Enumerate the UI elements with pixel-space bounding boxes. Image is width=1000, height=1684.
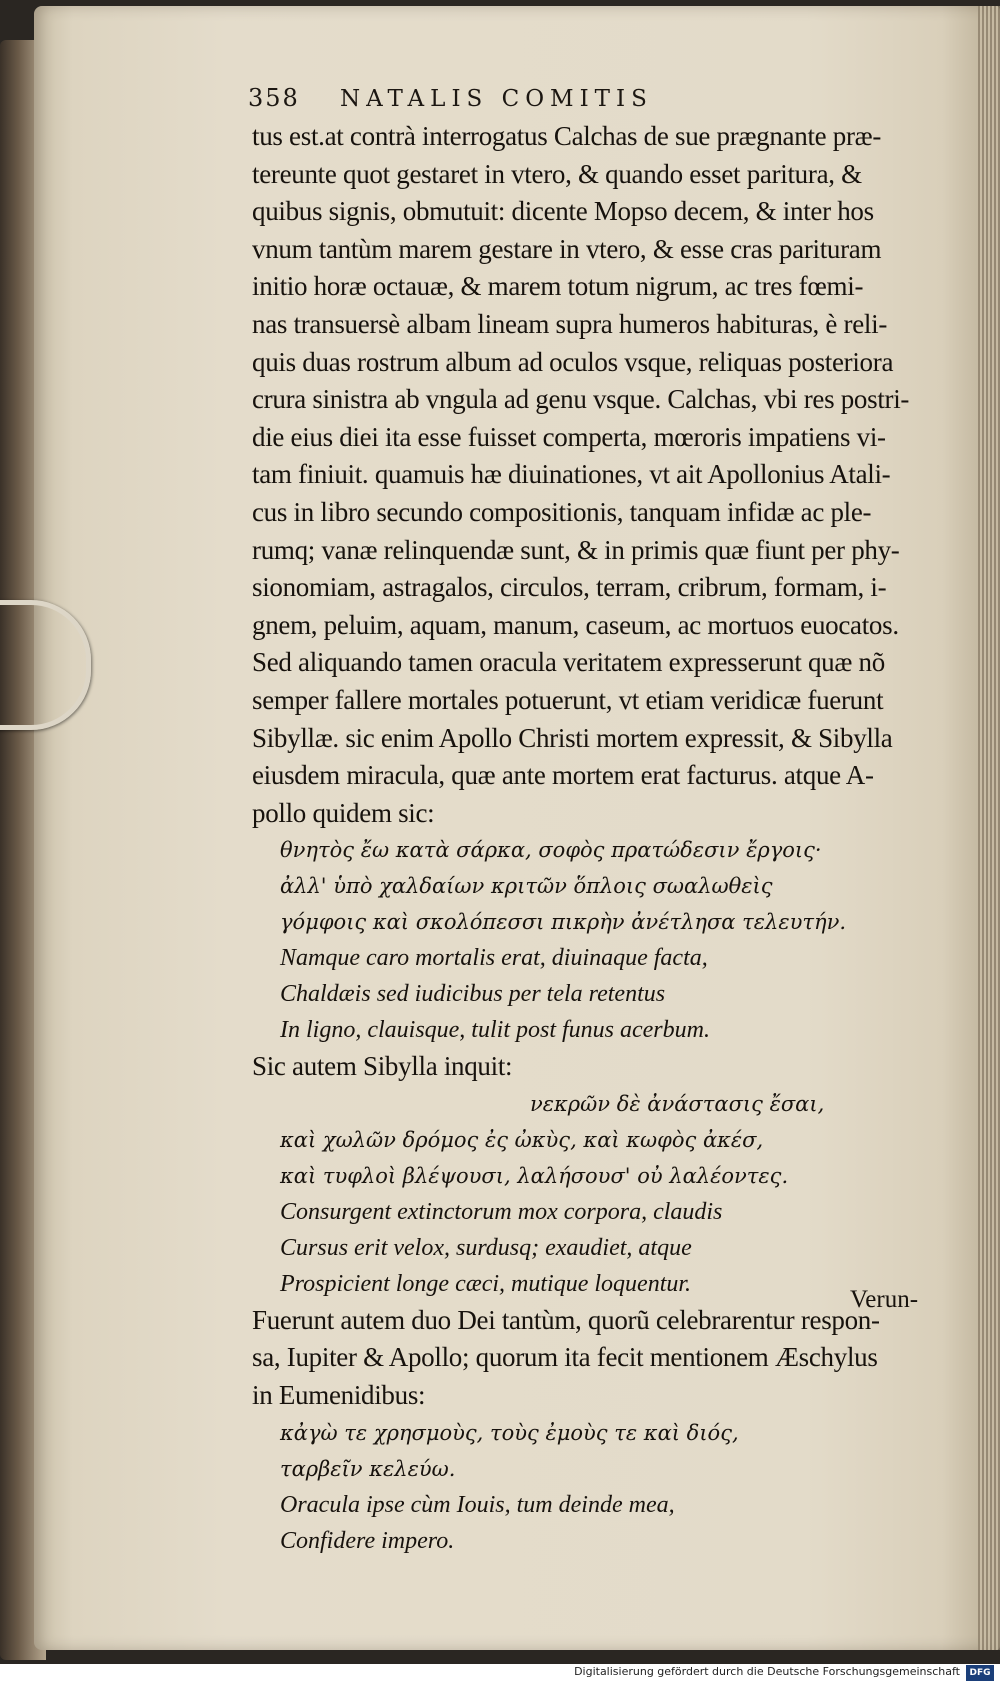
text-line: tereunte quot gestaret in vtero, & quando esset paritura, &: [252, 158, 862, 189]
latin-verse: Namque caro mortalis erat, diuinaque facta,: [280, 945, 708, 972]
latin-verse: Confidere impero.: [280, 1527, 455, 1554]
latin-verse: Consurgent extinctorum mox corpora, claudis: [280, 1198, 723, 1225]
text-line: initio horæ octauæ, & marem totum nigrum, ac tres fœmi-: [252, 271, 864, 302]
latin-verse: In ligno, clauisque, tulit post funus acerbum.: [280, 1017, 710, 1044]
page-edges: [978, 6, 1000, 1650]
latin-verse: Prospicient longe cæci, mutique loquentur.: [280, 1270, 692, 1297]
text-line: tus est.at contrà interrogatus Calchas de sue prægnante præ-: [252, 121, 882, 151]
latin-verse: Cursus erit velox, surdusq; exaudiet, atque: [280, 1234, 692, 1261]
sibylla-intro: Sic autem Sibylla inquit:: [252, 1051, 513, 1082]
greek-verse: κἀγὼ τε χρησμοὺς, τοὺς ἐμοὺς τε καὶ διός,: [280, 1420, 739, 1445]
running-title: NATALIS COMITIS: [340, 86, 653, 112]
text-line: gnem, peluim, aquam, manum, caseum, ac mortuos euocatos.: [252, 609, 899, 640]
greek-verse: νεκρῶν δὲ ἀνάστασις ἔσαι,: [530, 1091, 825, 1116]
text-line: rumq; vanæ relinquendæ sunt, & in primis quæ fiunt per phy-: [252, 534, 900, 565]
greek-verse: θνητὸς ἔω κατὰ σάρκα, σοφὸς πρατώδεσιν ἔργοις·: [280, 838, 822, 863]
greek-verse: ἀλλ' ὑπὸ χαλδαίων κριτῶν ὅπλοις σωαλωθεὶς: [280, 874, 773, 899]
greek-verse: καὶ τυφλοὶ βλέψουσι, λαλήσουσ' οὐ λαλέοντες.: [280, 1163, 789, 1188]
text-line: quibus signis, obmutuit: dicente Mopso decem, & inter hos: [252, 196, 874, 227]
text-line: eiusdem miracula, quæ ante mortem erat facturus. atque A-: [252, 760, 874, 791]
greek-verse: γόμφοις καὶ σκολόπεσσι πικρὴν ἀνέτλησα τελευτήν.: [280, 910, 847, 935]
text-line: in Eumenidibus:: [252, 1380, 426, 1411]
text-line: sa, Iupiter & Apollo; quorum ita fecit mentionem Æschylus: [252, 1342, 878, 1373]
text-line: cus in libro secundo compositionis, tanquam infidæ ac ple-: [252, 496, 872, 527]
text-line: pollo quidem sic:: [252, 797, 435, 828]
text-line: sionomiam, astragalos, circulos, terram, cribrum, formam, i-: [252, 572, 887, 603]
text-line: nas transuersè albam lineam supra humeros habituras, è reli-: [252, 308, 888, 339]
greek-verse: καὶ χωλῶν δρόμος ἐς ὠκὺς, καὶ κωφὸς ἀκέσ,: [280, 1127, 764, 1152]
aeschylus-quote: [252, 1415, 912, 1559]
text-line: crura sinistra ab vngula ad genu vsque. Calchas, vbi res postri-: [252, 384, 910, 415]
text-line: quis duas rostrum album ad oculos vsque, reliquas posteriora: [252, 346, 894, 377]
latin-verse: Oracula ipse cùm Iouis, tum deinde mea,: [280, 1491, 675, 1518]
text-line: Fuerunt autem duo Dei tantùm, quorũ celebrarentur respon-: [252, 1304, 880, 1335]
apollo-oracle: [252, 832, 912, 1048]
text-line: vnum tantùm marem gestare in vtero, & esse cras parituram: [252, 233, 882, 264]
page-number: 358: [248, 84, 300, 112]
main-text: [252, 118, 912, 1559]
text-line: tam finiuit. quamuis hæ diuinationes, vt ait Apollonius Atali-: [252, 459, 891, 490]
text-line: die eius diei ita esse fuisset comperta, mœroris impatiens vi-: [252, 421, 886, 452]
footer-credit: Digitalisierung gefördert durch die Deutsche Forschungsgemeinschaft: [574, 1665, 960, 1678]
sibylla-oracle: [252, 1086, 912, 1302]
greek-verse: ταρβεῖν κελεύω.: [280, 1456, 456, 1481]
latin-verse: Chaldæis sed iudicibus per tela retentus: [280, 981, 666, 1008]
text-line: Sed aliquando tamen oracula veritatem expresserunt quæ nõ: [252, 647, 885, 678]
text-line: semper fallere mortales potuerunt, vt etiam veridicæ fuerunt: [252, 684, 884, 715]
dfg-logo-icon: DFG: [966, 1665, 994, 1681]
text-line: Sibyllæ. sic enim Apollo Christi mortem expressit, & Sibylla: [252, 722, 893, 753]
catchword: Verun-: [850, 1286, 919, 1313]
